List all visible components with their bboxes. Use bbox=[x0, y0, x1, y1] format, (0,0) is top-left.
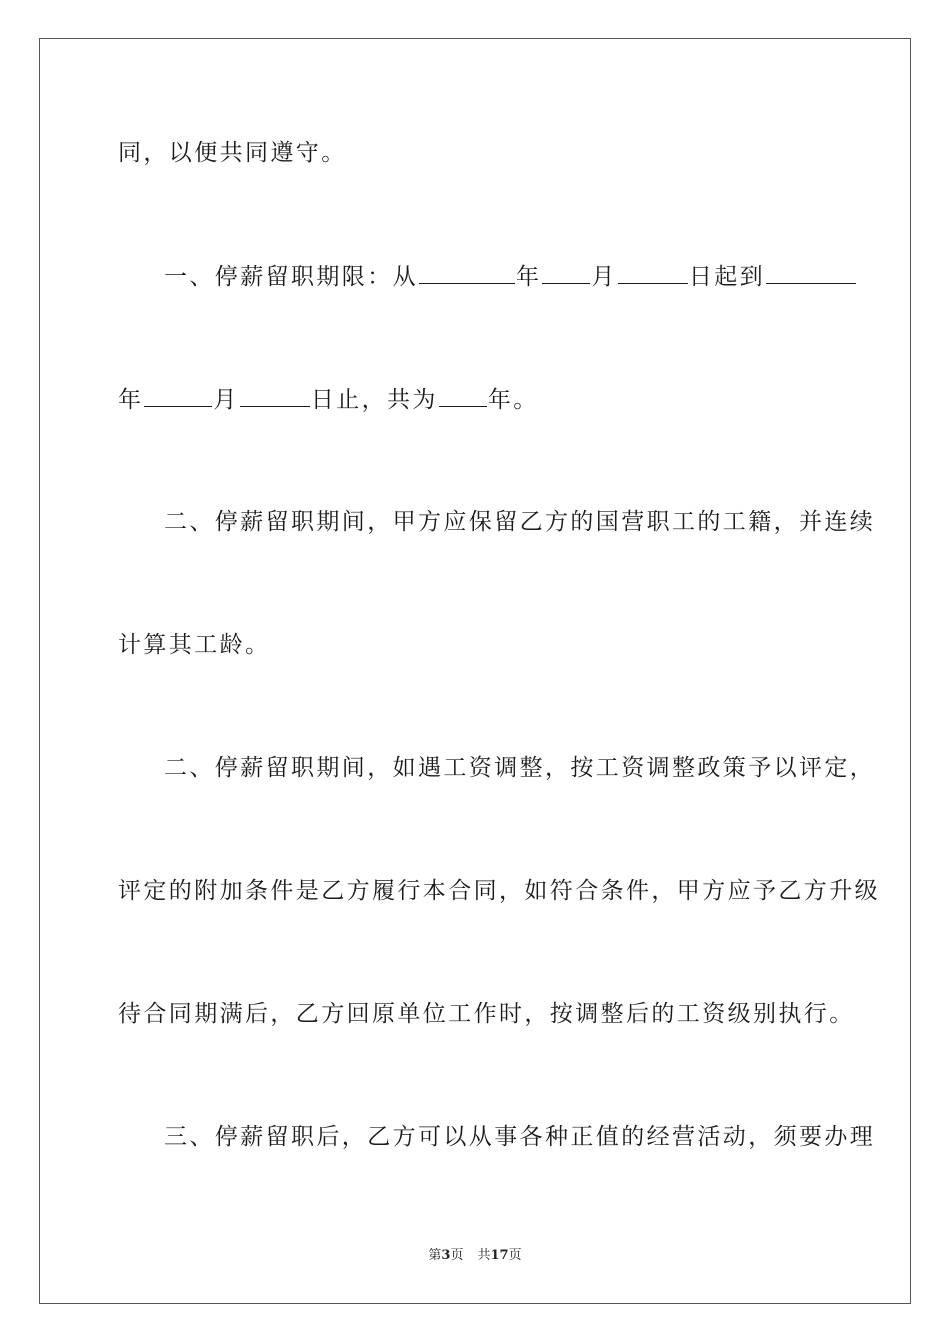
month-label: 月 bbox=[591, 264, 617, 290]
start-day-blank bbox=[618, 261, 688, 284]
month-label-2: 月 bbox=[213, 387, 239, 413]
text-line-9-content: 三、停薪留职后，乙方可以从事各种正值的经营活动，须要办理 bbox=[164, 1124, 876, 1150]
end-day-label: 日止，共为 bbox=[310, 387, 438, 413]
term-start-label: 一、停薪留职期限：从 bbox=[164, 264, 418, 290]
end-year-blank bbox=[766, 261, 856, 284]
text-line-9 bbox=[164, 1122, 876, 1152]
year-label-2: 年 bbox=[118, 387, 144, 413]
start-month-blank bbox=[542, 261, 590, 284]
start-day-label: 日起到 bbox=[688, 264, 766, 290]
text-line-6 bbox=[164, 753, 876, 783]
total-years-blank bbox=[439, 384, 487, 407]
total-pages: 17 bbox=[490, 1248, 509, 1263]
page-prefix: 第 bbox=[428, 1248, 442, 1263]
total-suffix: 页 bbox=[508, 1248, 522, 1263]
year-label: 年 bbox=[516, 264, 542, 290]
total-prefix: 共 bbox=[477, 1248, 491, 1263]
text-line-1-content: 同，以便共同遵守。 bbox=[118, 140, 347, 166]
text-line-5 bbox=[118, 630, 834, 660]
text-line-8 bbox=[118, 999, 855, 1029]
end-day-blank bbox=[240, 384, 310, 407]
page-number: 3 bbox=[441, 1248, 451, 1263]
text-line-6-content: 二、停薪留职期间，如遇工资调整，按工资调整政策予以评定， bbox=[164, 755, 876, 781]
page-footer bbox=[0, 1247, 950, 1265]
start-year-blank bbox=[419, 261, 515, 284]
total-years-label: 年。 bbox=[487, 387, 539, 413]
text-line-7 bbox=[118, 876, 880, 906]
text-line-3 bbox=[118, 384, 834, 415]
text-line-1 bbox=[118, 138, 834, 168]
text-line-5-content: 计算其工龄。 bbox=[118, 632, 271, 658]
page-suffix: 页 bbox=[450, 1248, 464, 1263]
page-frame bbox=[39, 38, 911, 1304]
text-line-4 bbox=[164, 507, 876, 537]
text-line-8-content: 待合同期满后，乙方回原单位工作时，按调整后的工资级别执行。 bbox=[118, 1001, 855, 1027]
text-line-2 bbox=[164, 261, 834, 292]
end-month-blank bbox=[144, 384, 212, 407]
text-line-7-content: 评定的附加条件是乙方履行本合同，如符合条件，甲方应予乙方升级 bbox=[118, 878, 880, 904]
text-line-4-content: 二、停薪留职期间，甲方应保留乙方的国营职工的工籍，并连续 bbox=[164, 509, 876, 535]
